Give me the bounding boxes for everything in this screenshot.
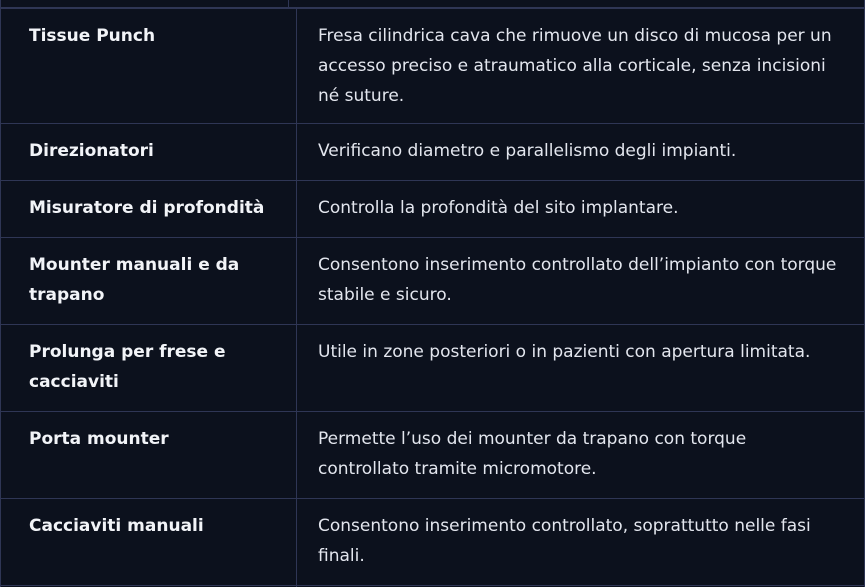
term-cell: Porta mounter [1, 412, 297, 499]
table-row [1, 412, 865, 499]
table-row [1, 181, 865, 238]
term-cell: Direzionatori [1, 124, 297, 181]
description-cell: Controlla la profondità del sito implantare. [297, 181, 865, 238]
term-cell: Prolunga per frese e cacciaviti [1, 325, 297, 412]
table-row [1, 124, 865, 181]
description-cell: Utile in zone posteriori o in pazienti con apertura limitata. [297, 325, 865, 412]
table-row [1, 9, 865, 124]
description-cell: Permette l’uso dei mounter da trapano con torque controllato tramite micromotore. [297, 412, 865, 499]
previous-row-edge [0, 0, 865, 8]
description-cell: Consentono inserimento controllato dell’impianto con torque stabile e sicuro. [297, 238, 865, 325]
term-cell: Mounter manuali e da trapano [1, 238, 297, 325]
table-row [1, 499, 865, 586]
description-cell: Fresa cilindrica cava che rimuove un disco di mucosa per un accesso preciso e atraumatico alla corticale, senza incisioni né suture. [297, 9, 865, 124]
term-cell: Misuratore di profondità [1, 181, 297, 238]
table-row [1, 238, 865, 325]
instrument-table [0, 8, 865, 587]
term-cell: Tissue Punch [1, 9, 297, 124]
description-cell: Consentono inserimento controllato, soprattutto nelle fasi finali. [297, 499, 865, 586]
description-cell: Verificano diametro e parallelismo degli impianti. [297, 124, 865, 181]
term-cell: Cacciaviti manuali [1, 499, 297, 586]
table-row [1, 325, 865, 412]
